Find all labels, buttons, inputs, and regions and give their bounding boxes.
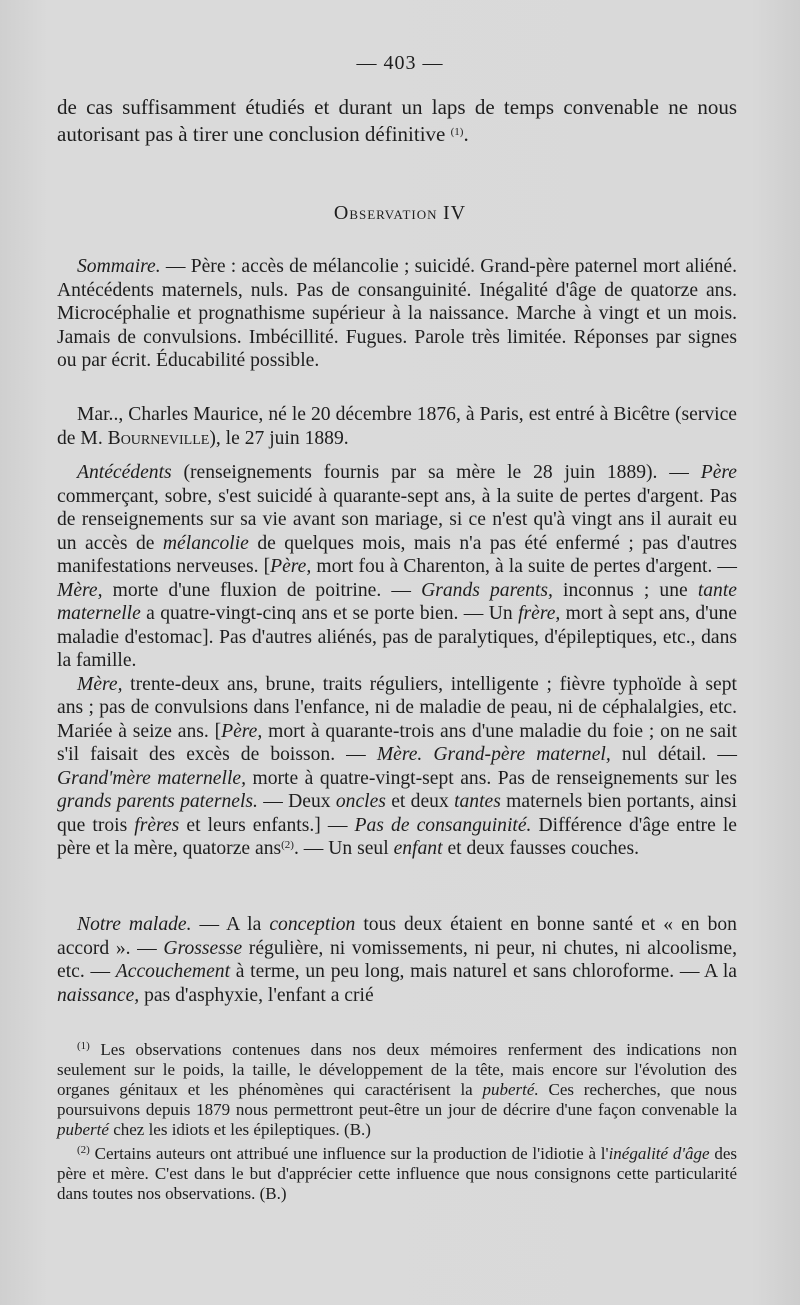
antecedents-label: Antécédents bbox=[77, 462, 172, 483]
footnote-1 bbox=[57, 1040, 737, 1140]
footnote-1-mark: (1) bbox=[77, 1040, 90, 1052]
mother-text: — Deux bbox=[257, 791, 336, 812]
antecedents-text: de quelques mois, mais n'a pas été enfermé ; pas d'autres manifestations nerveuses. [ bbox=[57, 532, 737, 577]
mother-emphasis: tantes bbox=[454, 791, 501, 812]
mother-text: maternels bien portants, ainsi que trois bbox=[57, 791, 738, 836]
antecedents-text: commerçant, sobre, s'est suicidé à quarante-sept ans, à la suite de pertes d'argent. Pas de renseignements sur sa vie avant son mariage, si ce n'est qu'à vingt ans il aurait eu un accès de bbox=[57, 485, 737, 554]
patient-text: tous deux étaient en bonne santé et « en bon accord ». — bbox=[57, 914, 737, 959]
footnote-2 bbox=[57, 1144, 737, 1204]
antecedents-emphasis: Grands parents, bbox=[421, 579, 553, 601]
mother-emphasis: frères bbox=[134, 814, 180, 836]
mother-text: nul détail. — bbox=[610, 744, 737, 765]
footnote-1-text: chez les idiots et les épileptiques. (B.) bbox=[108, 1120, 371, 1139]
antecedents-emphasis: Père bbox=[700, 462, 737, 483]
observation-heading bbox=[0, 202, 800, 225]
mother-paragraph bbox=[57, 673, 737, 861]
footnote-2-mark: (2) bbox=[77, 1144, 90, 1156]
patient-text: pas d'asphyxie, l'enfant a crié bbox=[139, 984, 374, 1006]
antecedents-emphasis: frère, bbox=[518, 603, 561, 624]
lead-text: de cas suffisamment étudiés et durant un laps de temps convenable ne nous autorisant pas à tirer une conclusion définitive bbox=[57, 95, 737, 146]
footnote-1-text: Ces recherches, que nous poursuivons depuis 1879 nous permettront peut-être un jour de décrire d'une façon convenable la bbox=[57, 1080, 737, 1119]
mother-text: et leurs enfants.] — bbox=[179, 814, 355, 836]
antecedents-text: morte d'une fluxion de poitrine. — bbox=[102, 579, 422, 601]
patient-emphasis: naissance, bbox=[57, 984, 140, 1006]
observation-title-rest: bservation bbox=[349, 203, 438, 223]
mother-text: mort à quarante-trois ans d'une maladie du foie ; on ne sait s'il faisait des excès de boisson. — bbox=[57, 720, 737, 765]
mother-emphasis: Grand'mère maternelle, bbox=[57, 767, 246, 789]
footnote-1-emphasis: puberté bbox=[57, 1120, 109, 1139]
mother-emphasis: grands parents paternels. bbox=[57, 791, 258, 812]
antecedents-emphasis: Père, bbox=[270, 556, 312, 577]
antecedents-text: (renseignements fournis par sa mère le 28 juin 1889). — bbox=[171, 462, 701, 483]
antecedents-emphasis: tante maternelle bbox=[57, 579, 737, 624]
patient-text: à terme, un peu long, mais naturel et sans chloroforme. — A la bbox=[230, 961, 737, 982]
page-number: — 403 — bbox=[356, 52, 444, 74]
mother-text: et deux fausses couches. bbox=[442, 838, 639, 859]
patient-emphasis: Accouchement bbox=[115, 961, 231, 982]
patient-paragraph bbox=[57, 913, 737, 1007]
mother-text: trente-deux ans, brune, traits réguliers, intelligente ; fièvre typhoïde à sept ans ; pas de convulsions dans l'enfance, ni de maladie de peau, ni de céphalalgies, etc. Mariée à seize ans. [ bbox=[57, 673, 737, 742]
antecedents-text: a quatre-vingt-cinq ans et se porte bien. — Un bbox=[140, 603, 519, 624]
footnote-2-emphasis: inégalité d'âge bbox=[608, 1144, 710, 1163]
sommaire-text: — Père : accès de mélancolie ; suicidé. Grand-père paternel mort aliéné. Antécédents maternels, nuls. Pas de consanguinité. Inégalité d'âge de quatorze ans. Microcéphalie et prognathisme supérieur à la naissance. Marche à vingt et un mois. Jamais de convulsions. Imbécillité. Fugues. Parole très limitée. Réponses par signes ou par écrit. Éducabilité possible. bbox=[57, 256, 737, 371]
observation-title-initial: O bbox=[333, 202, 350, 224]
mother-label: Mère, bbox=[77, 673, 123, 695]
antecedents-text: mort à sept ans, d'une maladie d'estomac]. Pas d'autres aliénés, pas de paralytiques, d'épileptiques, etc., dans la famille. bbox=[57, 603, 737, 671]
patient-emphasis: conception bbox=[269, 914, 356, 935]
mother-emphasis: enfant bbox=[393, 838, 443, 859]
sommaire-label: Sommaire. bbox=[77, 256, 161, 277]
footnote-ref-1: (1) bbox=[450, 126, 464, 138]
lead-paragraph: de cas suffisamment étudiés et durant un laps de temps convenable ne nous autorisant pas à tirer une conclusion définitive $^{(1)}$. bbox=[57, 95, 737, 146]
patient-text: — A la bbox=[191, 914, 270, 935]
mother-text: Différence d'âge entre le père et la mère, quatorze ans bbox=[57, 814, 737, 859]
mother-emphasis: Père, bbox=[221, 720, 263, 742]
mother-text: morte à quatre-vingt-sept ans. Pas de renseignements sur les bbox=[245, 767, 737, 789]
physician-name: Bourneville bbox=[107, 427, 210, 449]
mother-emphasis: Pas de consanguinité. bbox=[354, 814, 532, 836]
patient-label: Notre malade. bbox=[77, 914, 192, 935]
antecedents-emphasis: Mère, bbox=[57, 579, 103, 601]
patient-intro-after: ), le 27 juin 1889. bbox=[209, 427, 349, 449]
mother-text: . — Un seul bbox=[293, 838, 394, 859]
antecedents-section bbox=[57, 461, 737, 861]
footnote-1-text: Les observations contenues dans nos deux mémoires renferment des indications non seulement sur le poids, la taille, le développement de la tête, mais encore sur l'évolution des organes génitaux et les phénomènes qui caractérisent la bbox=[57, 1040, 737, 1099]
observation-number: IV bbox=[443, 202, 467, 224]
footnotes bbox=[57, 1040, 737, 1208]
footnote-2-text: des père et mère. C'est dans le but d'apprécier cette influence que nous consignons cette particularité dans toutes nos observations. (B.) bbox=[57, 1144, 737, 1203]
footnote-ref-2: (2) bbox=[281, 839, 294, 851]
mother-emphasis: oncles bbox=[335, 791, 386, 812]
footnote-1-emphasis: puberté. bbox=[482, 1080, 539, 1099]
mother-text: et deux bbox=[385, 791, 455, 812]
patient-emphasis: Grossesse bbox=[163, 937, 243, 959]
antecedents-paragraph bbox=[57, 461, 737, 673]
mother-emphasis: Mère. Grand-père maternel, bbox=[376, 744, 611, 765]
sommaire-paragraph bbox=[57, 255, 737, 373]
antecedents-text: mort fou à Charenton, à la suite de pertes d'argent. — bbox=[311, 556, 738, 577]
antecedents-text: inconnus ; une bbox=[552, 579, 698, 601]
antecedents-emphasis: mélancolie bbox=[162, 532, 249, 554]
patient-intro-paragraph bbox=[57, 403, 737, 450]
patient-text: régulière, ni vomissements, ni peur, ni chutes, ni alcoolisme, etc. — bbox=[57, 937, 737, 982]
footnote-2-text: Certains auteurs ont attribué une influence sur la production de l'idiotie à l' bbox=[89, 1144, 609, 1163]
patient-intro-before: Mar.., Charles Maurice, né le 20 décembre 1876, à Paris, est entré à Bicêtre (service de M. bbox=[57, 404, 737, 449]
